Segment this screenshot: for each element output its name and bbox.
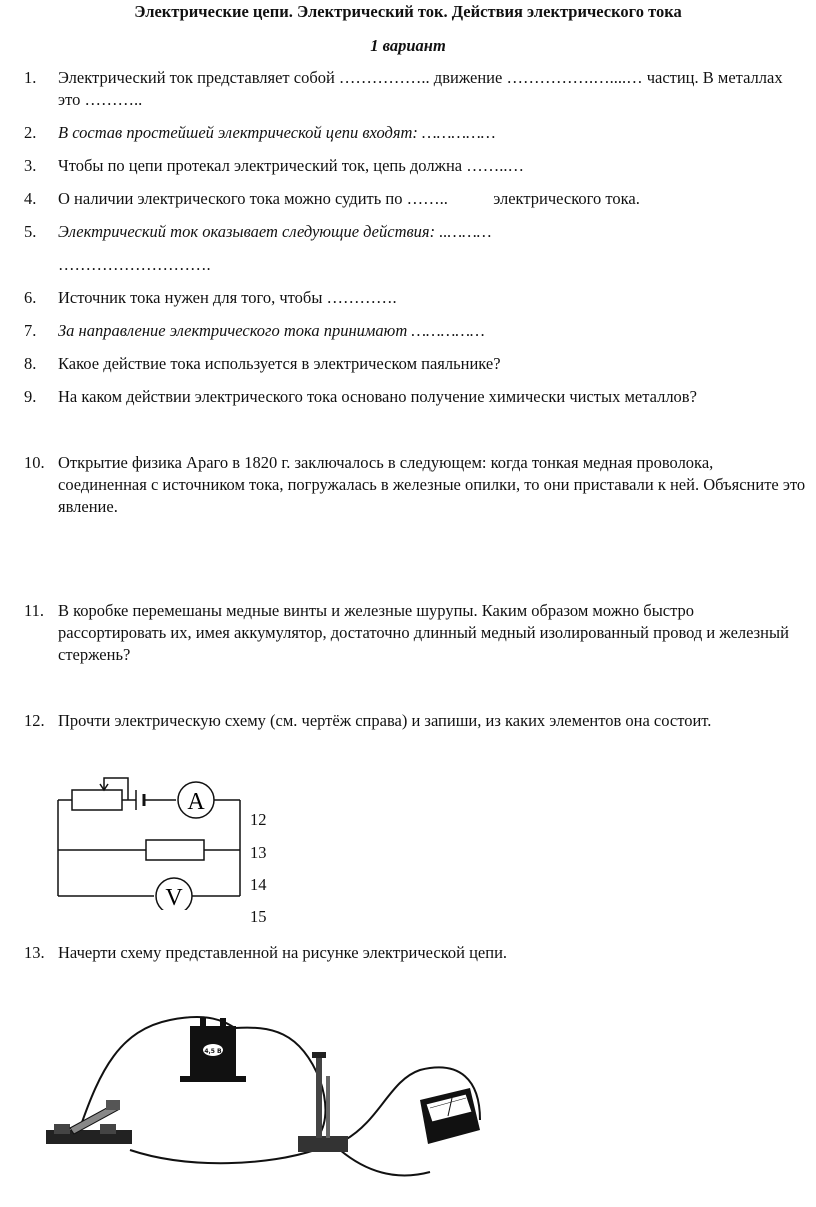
question-text: Электрический ток представляет собой …………….. движение …………….…....… частиц. В металлах это ……….. bbox=[58, 68, 783, 109]
circuit-schematic bbox=[40, 770, 260, 910]
resistor bbox=[146, 840, 204, 860]
page-title: Электрические цепи. Электрический ток. Действия электрического тока bbox=[134, 2, 682, 21]
side-number: 12 bbox=[250, 810, 267, 829]
question-text: В состав простейшей электрической цепи входят: …………… bbox=[58, 123, 496, 142]
ammeter-label: A bbox=[187, 789, 205, 815]
question-number: 4. bbox=[24, 189, 37, 208]
circuit-illustration bbox=[40, 1000, 500, 1190]
switch bbox=[46, 1100, 132, 1144]
question-number: 10. bbox=[24, 453, 45, 472]
ammeter-device bbox=[420, 1088, 480, 1144]
side-number: 14 bbox=[250, 875, 267, 894]
side-number: 15 bbox=[250, 907, 267, 926]
question-text: Электрический ток оказывает следующие действия: ..……… bbox=[58, 222, 492, 241]
question-number: 11. bbox=[24, 601, 45, 620]
question-number: 13. bbox=[24, 943, 45, 962]
question-text: Прочти электрическую схему (см. чертёж справа) и запиши, из каких элементов она состоит. bbox=[58, 711, 712, 730]
question-text: На каком действии электрического тока основано получение химически чистых металлов? bbox=[58, 387, 697, 406]
variant-heading: 1 вариант bbox=[370, 36, 446, 55]
question-text: За направление электрического тока принимают …………… bbox=[58, 321, 485, 340]
question-text: Начерти схему представленной на рисунке электрической цепи. bbox=[58, 943, 508, 962]
question-text: Какое действие тока используется в электрическом паяльнике? bbox=[58, 354, 501, 373]
question-text: В коробке перемешаны медные винты и железные шурупы. Каким образом можно быстро рассортировать их, имея аккумулятор, достаточно длинный медный изолированный провод и железный стержень? bbox=[58, 601, 789, 664]
voltmeter-label: V bbox=[165, 885, 183, 910]
question-text: О наличии электрического тока можно судить по …….. электрического тока. bbox=[58, 189, 640, 208]
question-number: 9. bbox=[24, 387, 37, 406]
question-number: 8. bbox=[24, 354, 37, 373]
question-number: 1. bbox=[24, 68, 37, 87]
rheostat bbox=[72, 790, 122, 810]
question-number: 6. bbox=[24, 288, 37, 307]
question-number: 12. bbox=[24, 711, 45, 730]
question-5-continuation: ………………………. bbox=[58, 255, 211, 274]
stand bbox=[298, 1052, 348, 1152]
battery-label: 4,5 В bbox=[204, 1048, 222, 1055]
question-number: 3. bbox=[24, 156, 37, 175]
side-number: 13 bbox=[250, 843, 267, 862]
question-number: 5. bbox=[24, 222, 37, 241]
question-text: Чтобы по цепи протекал электрический ток, цепь должна ……..… bbox=[58, 156, 524, 175]
question-text: Источник тока нужен для того, чтобы …………. bbox=[58, 288, 397, 307]
question-number: 2. bbox=[24, 123, 37, 142]
question-number: 7. bbox=[24, 321, 37, 340]
question-text: Открытие физика Араго в 1820 г. заключалось в следующем: когда тонкая медная проволока, соединенная с источником тока, погружалась в железные опилки, то они приставали к ней. Объясните это явление. bbox=[58, 453, 806, 516]
